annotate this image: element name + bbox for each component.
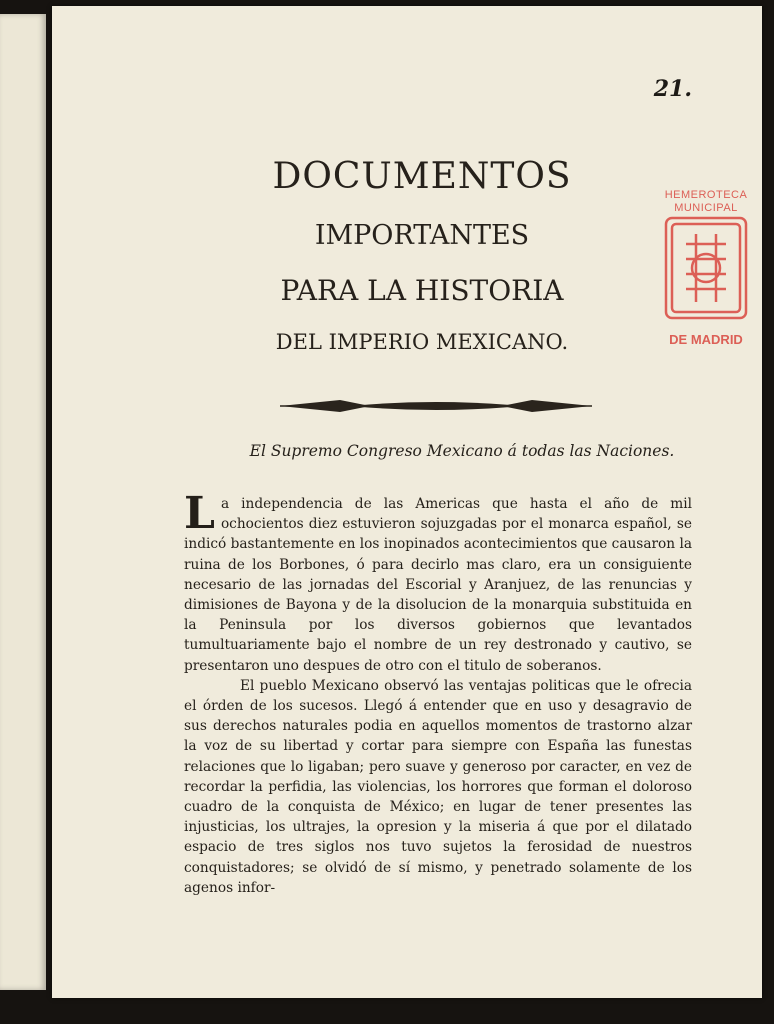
- title-line-3: PARA LA HISTORIA: [280, 274, 564, 307]
- paragraph-1: [184, 488, 692, 676]
- paragraph-2: El pueblo Mexicano observó las ventajas politicas que le ofrecia el órden de los sucesos. Llegó á entender que en uso y desagravio de sus derechos naturales podia en aquellos momentos de trastorno alzar la voz de su libertad y cortar para siempre con España las funestas relaciones que lo ligaban; pero suave y generoso por caracter, en vez de recordar la perfidia, las violencias, los horrores que forman el doloroso cuadro de la conquista de México; en lugar de tener presentes las injusticias, los ultrajes, la opresion y la miseria á que por el dilatado espacio de tres siglos nos tuvo sujetos la ferosidad de nuestros conquistadores; se olvidó de sí mismo, y penetrado solamente de los agenos infor-: [184, 677, 692, 896]
- paragraph-1-text: a independencia de las Americas que hasta el año de mil ochocientos diez estuvieron sojuzgadas por el monarca español, se indicó bastantemente en los inopinados acontecimientos que causaron la ruina de los Borbones, ó para decirlo mas claro, era un consiguiente necesario de las jornadas del Escorial y Aranjuez, de las renuncias y dimisiones de Bayona y de la disolucion de la monarquia substituida en la Peninsula por los diversos gobiernos que levantados tumultuariamente bajo el nombre de un rey destronado y cautivo, se presentaron uno despues de otro con el titulo de soberanos.: [184, 496, 692, 674]
- document-page: [52, 6, 762, 998]
- facing-page-edge: [0, 14, 46, 990]
- address-heading: El Supremo Congreso Mexicano á todas las Naciones.: [249, 442, 675, 460]
- drop-cap: L: [184, 488, 215, 539]
- body-text: [184, 488, 692, 898]
- svg-text:HEMEROTECA: HEMEROTECA: [664, 189, 748, 201]
- library-stamp: [656, 184, 756, 350]
- svg-text:DE MADRID: DE MADRID: [669, 332, 743, 347]
- ornamental-rule: [280, 396, 592, 416]
- title-line-4: DEL IMPERIO MEXICANO.: [275, 330, 569, 354]
- title-line-1: DOCUMENTOS: [272, 156, 572, 197]
- page-number: 21.: [653, 76, 692, 102]
- title-line-2: IMPORTANTES: [314, 220, 530, 251]
- svg-text:MUNICIPAL: MUNICIPAL: [674, 202, 738, 214]
